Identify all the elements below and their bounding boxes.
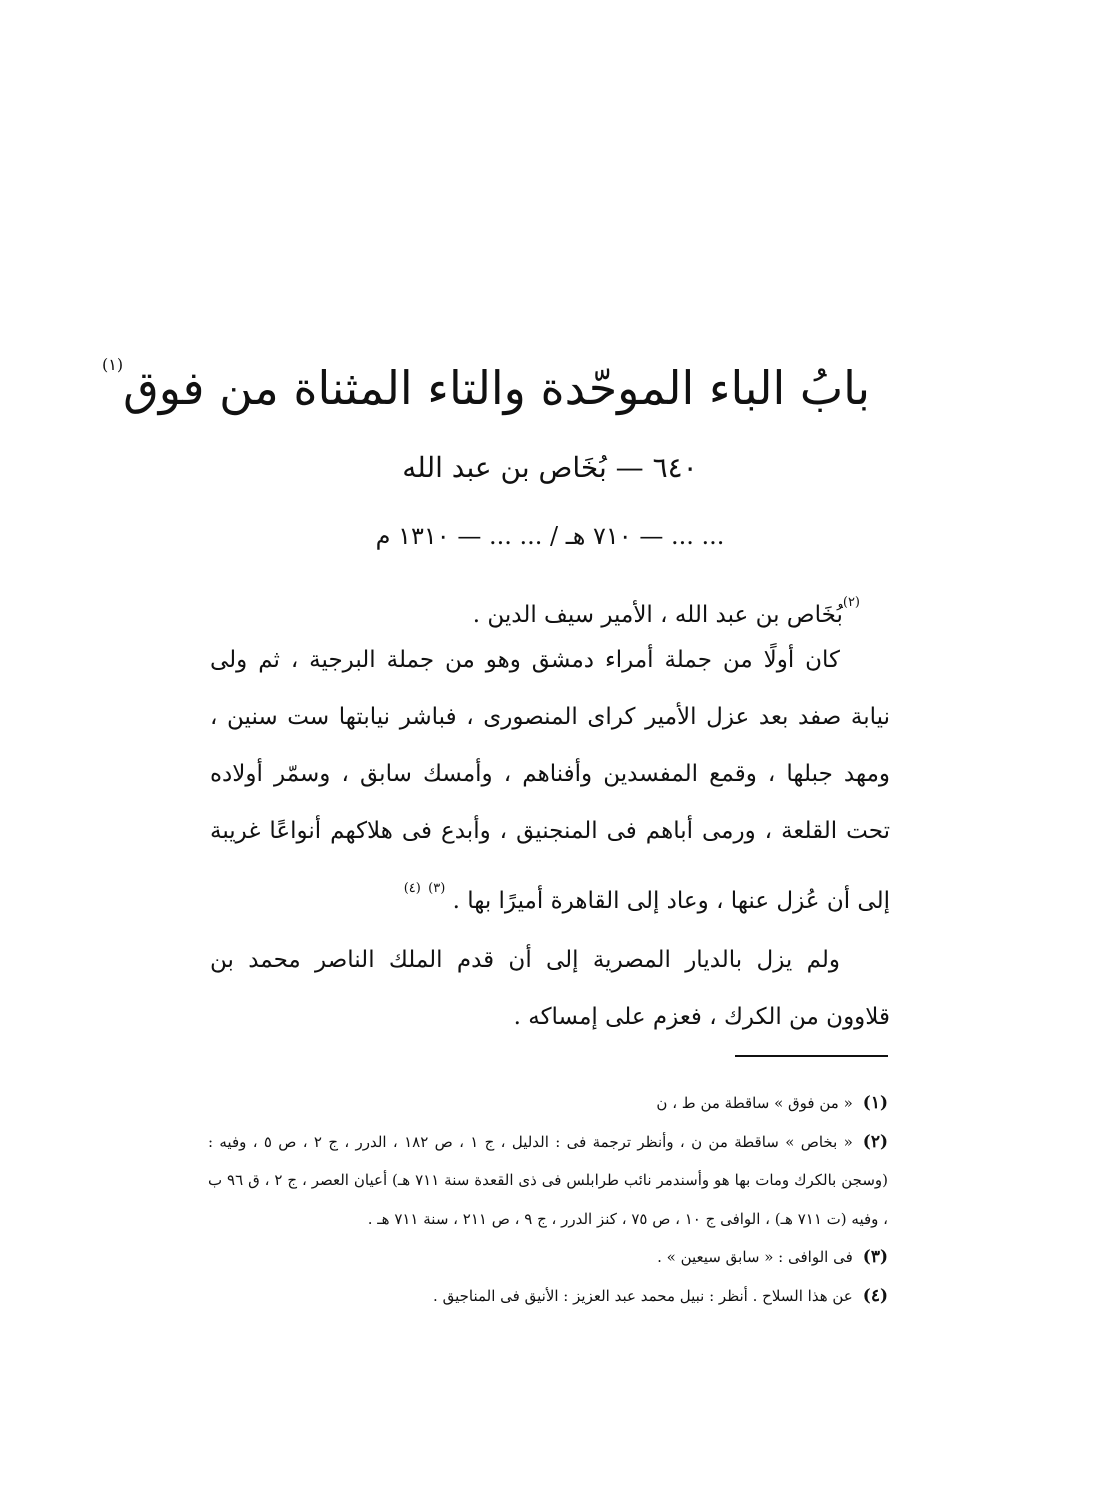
footnote-separator-rule bbox=[735, 1055, 888, 1057]
footnote-1 bbox=[208, 1084, 888, 1123]
footnote-1-text: « من فوق » ساقطة من ط ، ن bbox=[656, 1094, 853, 1112]
footnote-2-number: (٢) bbox=[862, 1131, 889, 1152]
footnote-3-number: (٣) bbox=[862, 1247, 888, 1267]
chapter-title bbox=[101, 330, 870, 423]
footnote-3-text: فى الوافى : « سابق سيعين » . bbox=[657, 1248, 853, 1266]
footnote-2-text: « بخاص » ساقطة من ن ، وأنظر ترجمة فى : الدليل ، ج ١ ، ص ١٨٢ ، الدرر ، ج ٢ ، ص ٥ ، وفيه : (وسجن بالكرك ومات بها هو وأسندمر نائب طرابلس فى ذى القعدة سنة ٧١١ هـ) أعيان العصر ، ج ٢ ، ق ٩٦ ب ، وفيه (ت ٧١١ هـ) ، الوافى ج ١٠ ، ص ٧٥ ، كنز الدرر ، ج ٩ ، ص ٢١١ ، سنة ٧١١ هـ . bbox=[208, 1132, 888, 1228]
footnote-2 bbox=[208, 1123, 888, 1239]
entry-name-line bbox=[260, 583, 860, 635]
chapter-footnote-marker: (١) bbox=[101, 355, 124, 374]
chapter-title-text: بابُ الباء الموحّدة والتاء المثناة من فوق bbox=[123, 361, 870, 415]
footnote-4-text: عن هذا السلاح . أنظر : نبيل محمد عبد العزيز : الأنيق فى المناجيق . bbox=[433, 1286, 853, 1305]
footnote-1-number: (١) bbox=[862, 1093, 888, 1113]
body-footnote-marker-4: (٤) bbox=[403, 881, 421, 896]
body-paragraph-1 bbox=[210, 632, 890, 930]
entry-dates: ... ... — ٧١٠ هـ / ... ... — ١٣١٠ م bbox=[375, 522, 725, 550]
entry-heading: ٦٤٠ — بُخَاص بن عبد الله bbox=[402, 451, 698, 484]
footnote-4-number: (٤) bbox=[862, 1285, 888, 1306]
footnotes bbox=[208, 1084, 888, 1315]
name-footnote-marker: (٢) bbox=[842, 595, 860, 610]
body-paragraph-1-text: كان أولًا من جملة أمراء دمشق وهو من جملة البرجية ، ثم ولى نيابة صفد بعد عزل الأمير كراى المنصورى ، فباشر نيابتها ست سنين ، ومهد جبلها ، وقمع المفسدين وأفناهم ، وأمسك سابق ، وسمّر أولاده تحت القلعة ، ورمى أباهم فى المنجنيق ، وأبدع فى هلاكهم أنواعًا غريبة إلى أن عُزل عنها ، وعاد إلى القاهرة أميرًا بها . bbox=[210, 647, 890, 914]
footnote-4 bbox=[208, 1277, 888, 1316]
body-footnote-marker-3: (٣) bbox=[428, 881, 446, 896]
body-paragraph-2 bbox=[210, 932, 890, 1046]
body-paragraph-2-text: ولم يزل بالديار المصرية إلى أن قدم الملك الناصر محمد بن قلاوون من الكرك ، فعزم على إمساكه . bbox=[210, 947, 890, 1030]
footnote-3 bbox=[208, 1238, 888, 1277]
name-line-text: بُخَاص بن عبد الله ، الأمير سيف الدين . bbox=[472, 602, 843, 628]
